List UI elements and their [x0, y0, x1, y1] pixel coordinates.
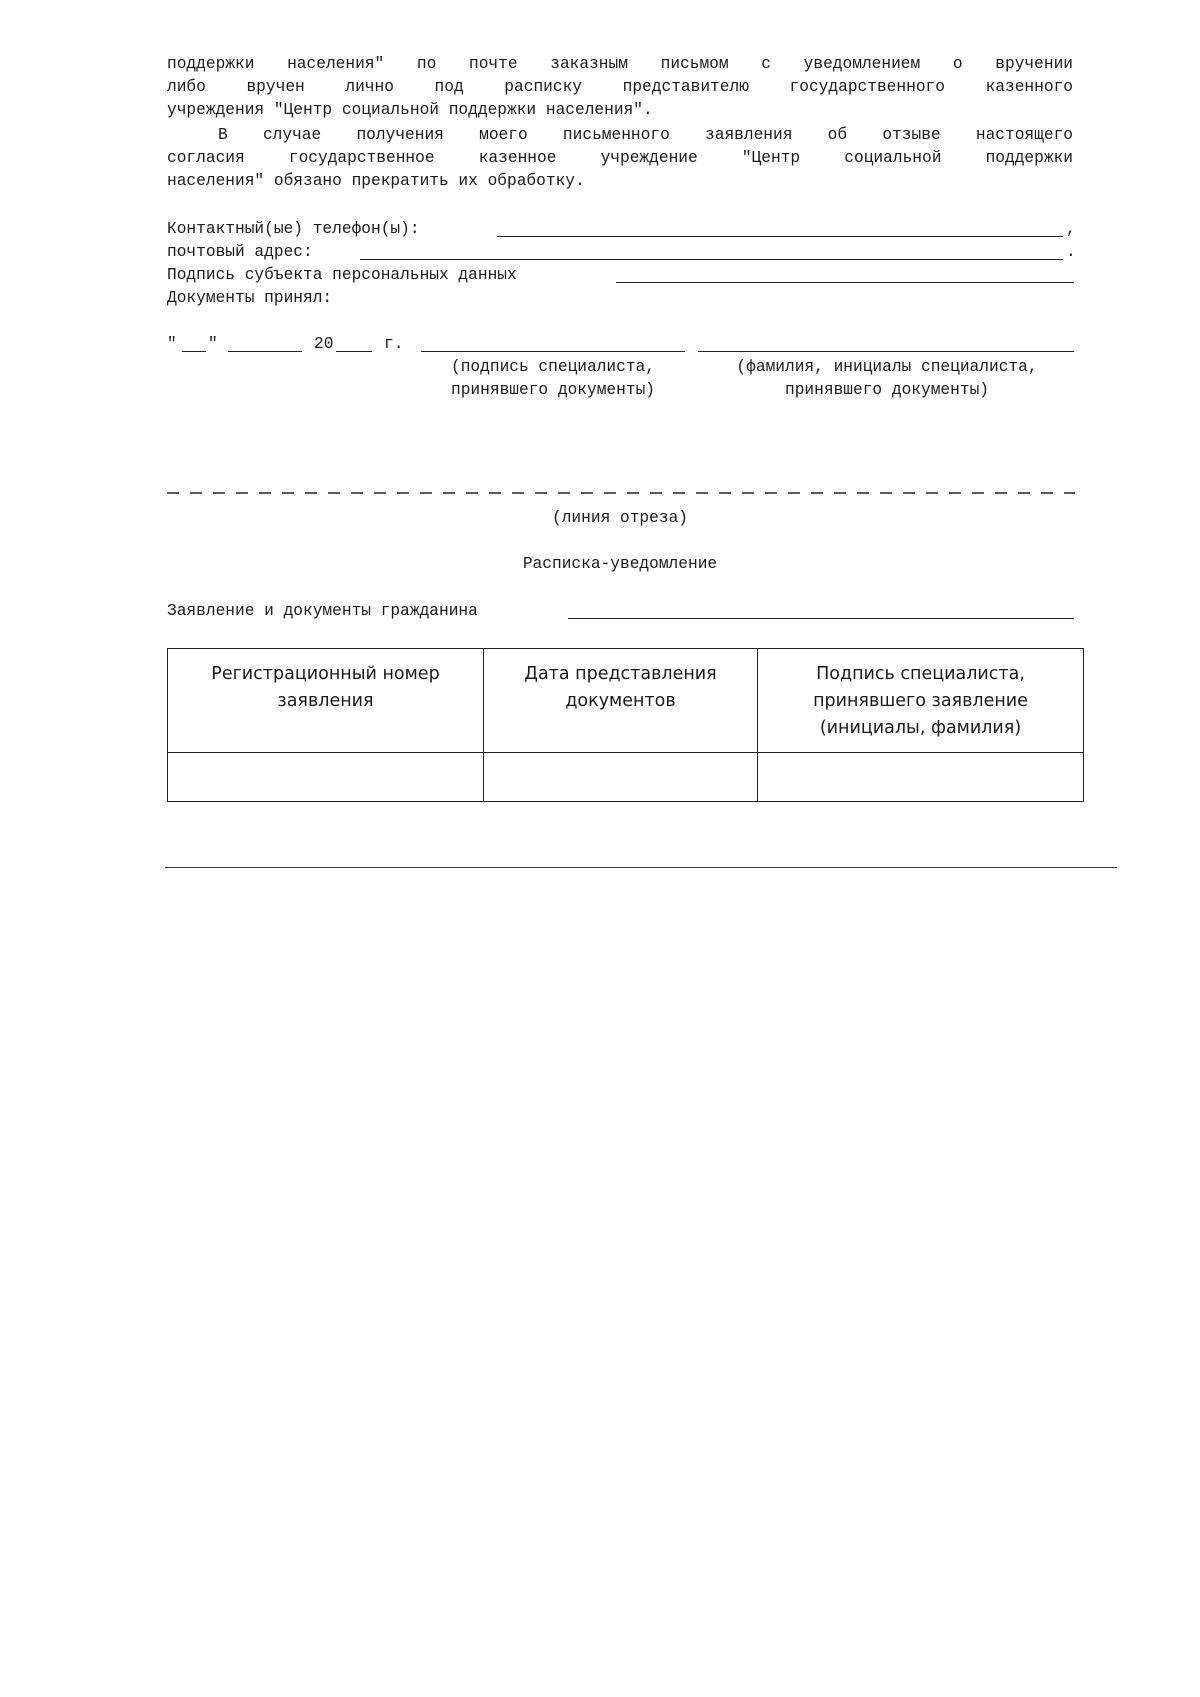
address-field-line[interactable] — [360, 259, 1063, 260]
consent-line-2: либо вручен лично под расписку представителю государственного казенного — [167, 78, 1073, 96]
specialist-signature-caption-1: (подпись специалиста, — [451, 358, 655, 376]
receipt-title: Расписка-уведомление — [522, 555, 718, 573]
submission-date-cell[interactable] — [484, 753, 758, 802]
consent-line-6: населения" обязано прекратить их обработку. — [167, 172, 585, 190]
specialist-name-line[interactable] — [698, 351, 1074, 352]
header-cell-submission-date — [484, 649, 758, 753]
consent-line-4: В случае получения моего письменного заявления об отзыве настоящего — [218, 126, 1073, 144]
registration-number-cell[interactable] — [168, 753, 484, 802]
subject-signature-line[interactable] — [616, 282, 1074, 283]
date-month-line[interactable] — [228, 351, 302, 352]
date-year-line[interactable] — [336, 351, 372, 352]
header-specialist-signature: Подпись специалиста, принявшего заявление (инициалы, фамилия) — [813, 664, 1028, 738]
phone-end-mark: , — [1066, 220, 1076, 238]
phone-field-line[interactable] — [497, 236, 1063, 237]
cut-line-caption: (линия отреза) — [552, 509, 688, 527]
bottom-rule — [165, 867, 1117, 868]
header-registration-number: Регистрационный номер заявления — [211, 664, 440, 711]
date-quote-close: " — [208, 335, 218, 353]
header-cell-specialist-signature — [758, 649, 1084, 753]
table-row — [168, 753, 1084, 802]
date-year-suffix: г. — [384, 335, 404, 353]
consent-line-1: поддержки населения" по почте заказным письмом с уведомлением о вручении — [167, 55, 1073, 73]
receipt-table-header-row — [168, 649, 1084, 753]
applicant-label: Заявление и документы гражданина — [167, 602, 478, 620]
consent-line-3: учреждения "Центр социальной поддержки населения". — [167, 101, 653, 119]
subject-signature-label: Подпись субъекта персональных данных — [167, 266, 517, 284]
specialist-name-caption-1: (фамилия, инициалы специалиста, — [736, 358, 1038, 376]
cut-line — [167, 490, 1075, 496]
applicant-name-line[interactable] — [568, 618, 1074, 619]
header-cell-registration-number — [168, 649, 484, 753]
date-year-prefix: 20 — [314, 335, 334, 353]
specialist-signature-cell[interactable] — [758, 753, 1084, 802]
consent-line-5: согласия государственное казенное учреждение "Центр социальной поддержки — [167, 149, 1073, 167]
address-end-mark: . — [1066, 243, 1076, 261]
header-submission-date: Дата представления документов — [524, 664, 717, 711]
date-day-line[interactable] — [182, 351, 206, 352]
phone-label: Контактный(ые) телефон(ы): — [167, 220, 420, 238]
documents-accepted-label: Документы принял: — [167, 289, 333, 307]
receipt-table — [167, 648, 1084, 802]
address-label: почтовый адрес: — [167, 243, 313, 261]
specialist-signature-line[interactable] — [421, 351, 685, 352]
date-quote-open: " — [167, 335, 177, 353]
specialist-name-caption-2: принявшего документы) — [785, 381, 989, 399]
specialist-signature-caption-2: принявшего документы) — [451, 381, 655, 399]
